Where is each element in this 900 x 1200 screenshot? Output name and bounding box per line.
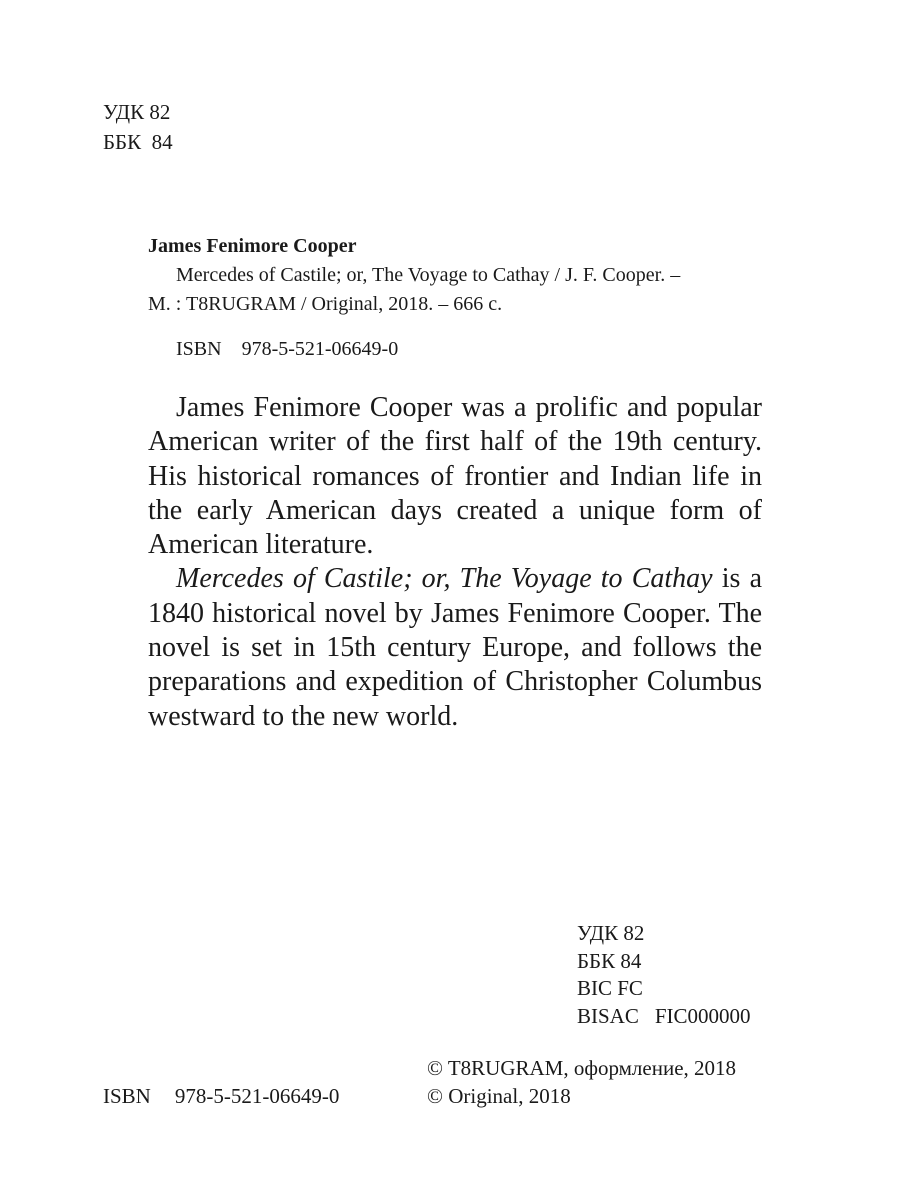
- bottom-classification: [577, 920, 751, 1030]
- isbn-number: 978-5-521-06649-0: [241, 338, 399, 360]
- annotation-paragraph-2-text: is a 1840 historical novel by James Fenimore Cooper. The novel is set in 15th century Europe, and follows the preparations and expedition of Christopher Columbus westward to the new world.: [148, 563, 762, 732]
- top-bbk: ББК 84: [103, 130, 173, 154]
- annotation: [148, 391, 762, 734]
- copyright-line-2: © Original, 2018: [427, 1084, 571, 1108]
- title-line: Mercedes of Castile; or, The Voyage to Cathay / J. F. Cooper. –: [176, 264, 681, 286]
- bottom-bbk: ББК 84: [577, 948, 642, 973]
- bottom-isbn-number: 978-5-521-06649-0: [174, 1084, 340, 1108]
- author-name: James Fenimore Cooper: [148, 235, 357, 257]
- book-title-italic: Mercedes of Castile; or, The Voyage to Cathay: [176, 563, 713, 595]
- copyright-block: [427, 1054, 736, 1110]
- bottom-isbn-label: ISBN: [103, 1084, 151, 1108]
- bisac-code: FIC000000: [654, 1003, 751, 1028]
- bibliographic-record: [148, 232, 768, 364]
- annotation-paragraph-2: [148, 562, 762, 733]
- bottom-isbn: [103, 1082, 339, 1110]
- biblio-isbn: [148, 335, 768, 364]
- bisac-label: BISAC: [577, 1003, 639, 1028]
- top-udk: УДК 82: [103, 100, 171, 124]
- bottom-bisac: [577, 1003, 751, 1031]
- publisher-line: M. : T8RUGRAM / Original, 2018. – 666 c.: [148, 293, 503, 315]
- annotation-paragraph-1: James Fenimore Cooper was a prolific and popular American writer of the first half of the 19th century. His historical romances of frontier and Indian life in the early American days created a unique form of American literature.: [148, 392, 762, 561]
- isbn-label: ISBN: [176, 338, 222, 360]
- top-classification: [103, 97, 173, 157]
- bottom-bic: BIC FC: [577, 976, 643, 1000]
- bottom-udk: УДК 82: [577, 921, 645, 945]
- copyright-line-1: © T8RUGRAM, оформление, 2018: [427, 1056, 737, 1080]
